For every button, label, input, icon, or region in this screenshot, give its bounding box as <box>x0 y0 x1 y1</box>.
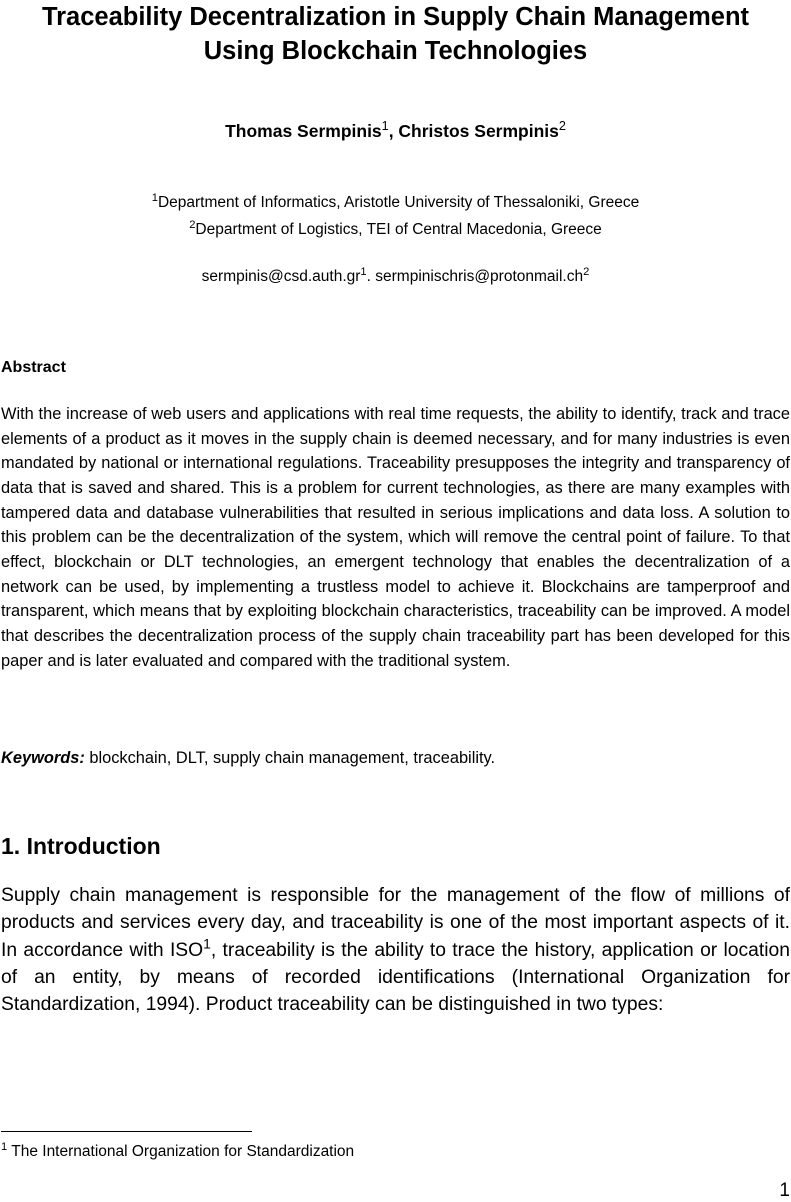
footnote <box>1 1141 354 1163</box>
author-list <box>0 118 791 144</box>
affiliation <box>0 220 791 240</box>
paper-title-line-1: Traceability Decentralization in Supply Chain Management <box>41 3 750 31</box>
author-affiliation-mark: 2 <box>558 119 566 134</box>
footnote-text: The International Organization for Standardization <box>7 1143 355 1160</box>
section-heading-introduction: 1. Introduction <box>1 833 161 859</box>
author-emails <box>0 267 791 287</box>
email-mark: 1 <box>360 265 367 278</box>
author-name: Thomas Sermpinis <box>225 121 382 141</box>
email-mark: 2 <box>583 265 590 278</box>
affiliation-text: Department of Logistics, TEI of Central Macedonia, Greece <box>195 221 602 238</box>
email-separator: . <box>366 268 376 285</box>
keywords <box>1 746 790 770</box>
affiliation <box>0 193 791 213</box>
paper-title-line-2: Using Blockchain Technologies <box>203 37 588 65</box>
keywords-label: Keywords: <box>1 749 85 767</box>
footnote-divider <box>1 1131 252 1132</box>
affiliation-mark: 1 <box>151 191 158 204</box>
paper-title <box>0 0 791 68</box>
author-affiliation-mark: 1 <box>381 119 389 134</box>
author-name: Christos Sermpinis <box>398 121 559 141</box>
introduction-text: Supply chain management is responsible for the management of the flow of millions of products and services every day, and traceability is one of the most important aspects of it. In accordance with ISO <box>1 885 790 961</box>
abstract-body: With the increase of web users and applications with real time requests, the ability to identify, track and trace elements of a product as it moves in the supply chain is deemed necessary, and for many industries is even mandated by national or international regulations. Traceability presupposes the integrity and transparency of data that is saved and shared. This is a problem for current technologies, as there are many examples with tampered data and database vulnerabilities that resulted in serious implications and data loss. A solution to this problem can be the decentralization of the system, which will remove the central point of failure. To that effect, blockchain or DLT technologies, an emergent technology that enables the decentralization of a network can be used, by implementing a trustless model to achieve it. Blockchains are tamperproof and transparent, which means that by exploiting blockchain characteristics, traceability can be improved. A model that describes the decentralization process of the supply chain traceability part has been developed for this paper and is later evaluated and compared with the traditional system. <box>1 405 790 670</box>
email-address[interactable]: sermpinis@csd.auth.gr <box>201 268 361 285</box>
abstract-heading: Abstract <box>1 359 66 376</box>
introduction-paragraph <box>1 882 790 1018</box>
affiliation-text: Department of Informatics, Aristotle University of Thessaloniki, Greece <box>157 194 640 211</box>
footnote-reference[interactable]: 1 <box>203 934 211 951</box>
introduction-text: , traceability is the ability to trace the history, application or location of an entity, by means of recorded identifications (International Organization for Standardization, 1994). Product traceability can be distinguished in two types: <box>1 939 790 1016</box>
footnote-mark: 1 <box>1 1140 8 1153</box>
keywords-text: blockchain, DLT, supply chain management, traceability. <box>84 749 496 767</box>
page-number: 1 <box>779 1180 790 1201</box>
email-address[interactable]: sermpinischris@protonmail.ch <box>375 268 584 285</box>
affiliation-mark: 2 <box>189 218 196 231</box>
author-separator: , <box>388 121 399 141</box>
